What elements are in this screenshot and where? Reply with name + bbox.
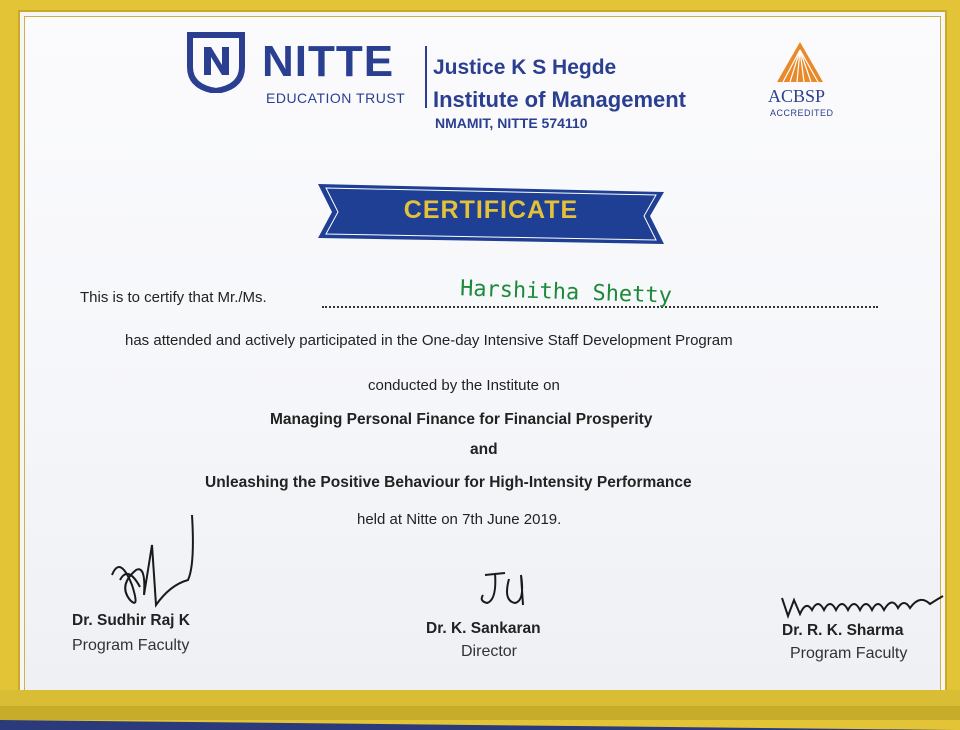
nitte-n-shield-icon [184,27,248,93]
institute-line2: Institute of Management [433,87,687,112]
trust-name: NITTE [262,37,395,86]
institute-line1: Justice K S Hegde [433,56,617,79]
attended-text: has attended and actively participated in the One-day Intensive Staff Development Program [125,332,733,349]
acbsp-mountain-icon [775,40,825,84]
signature-1 [100,515,210,625]
institute-address: NMAMIT, NITTE 574110 [435,115,588,131]
recipient-name: Harshitha Shetty [459,276,673,309]
signatory-3-name: Dr. R. K. Sharma [782,622,904,639]
signatory-1-role: Program Faculty [72,637,190,654]
signatory-2-role: Director [461,643,518,660]
trust-subtitle: EDUCATION TRUST [266,90,406,106]
name-dotted-line [322,306,878,308]
signatory-1-name: Dr. Sudhir Raj K [72,612,190,629]
accreditation-name: ACBSP [768,86,826,106]
signatory-3-role: Program Faculty [790,645,908,662]
program-topic-2: Unleashing the Positive Behaviour for High-Intensity Performance [205,474,692,491]
certificate-title: CERTIFICATE [403,196,579,224]
signature-3 [780,590,945,620]
and-text: and [470,441,498,458]
header-divider [425,46,427,108]
conducted-text: conducted by the Institute on [368,377,560,394]
signature-2 [475,565,535,615]
signatory-2-name: Dr. K. Sankaran [426,620,541,637]
frame-bottom-edge [0,706,960,720]
accreditation-status: ACCREDITED [770,108,834,118]
certify-text: This is to certify that Mr./Ms. [80,289,267,306]
program-topic-1: Managing Personal Finance for Financial Prosperity [270,411,653,428]
held-text: held at Nitte on 7th June 2019. [357,511,562,528]
